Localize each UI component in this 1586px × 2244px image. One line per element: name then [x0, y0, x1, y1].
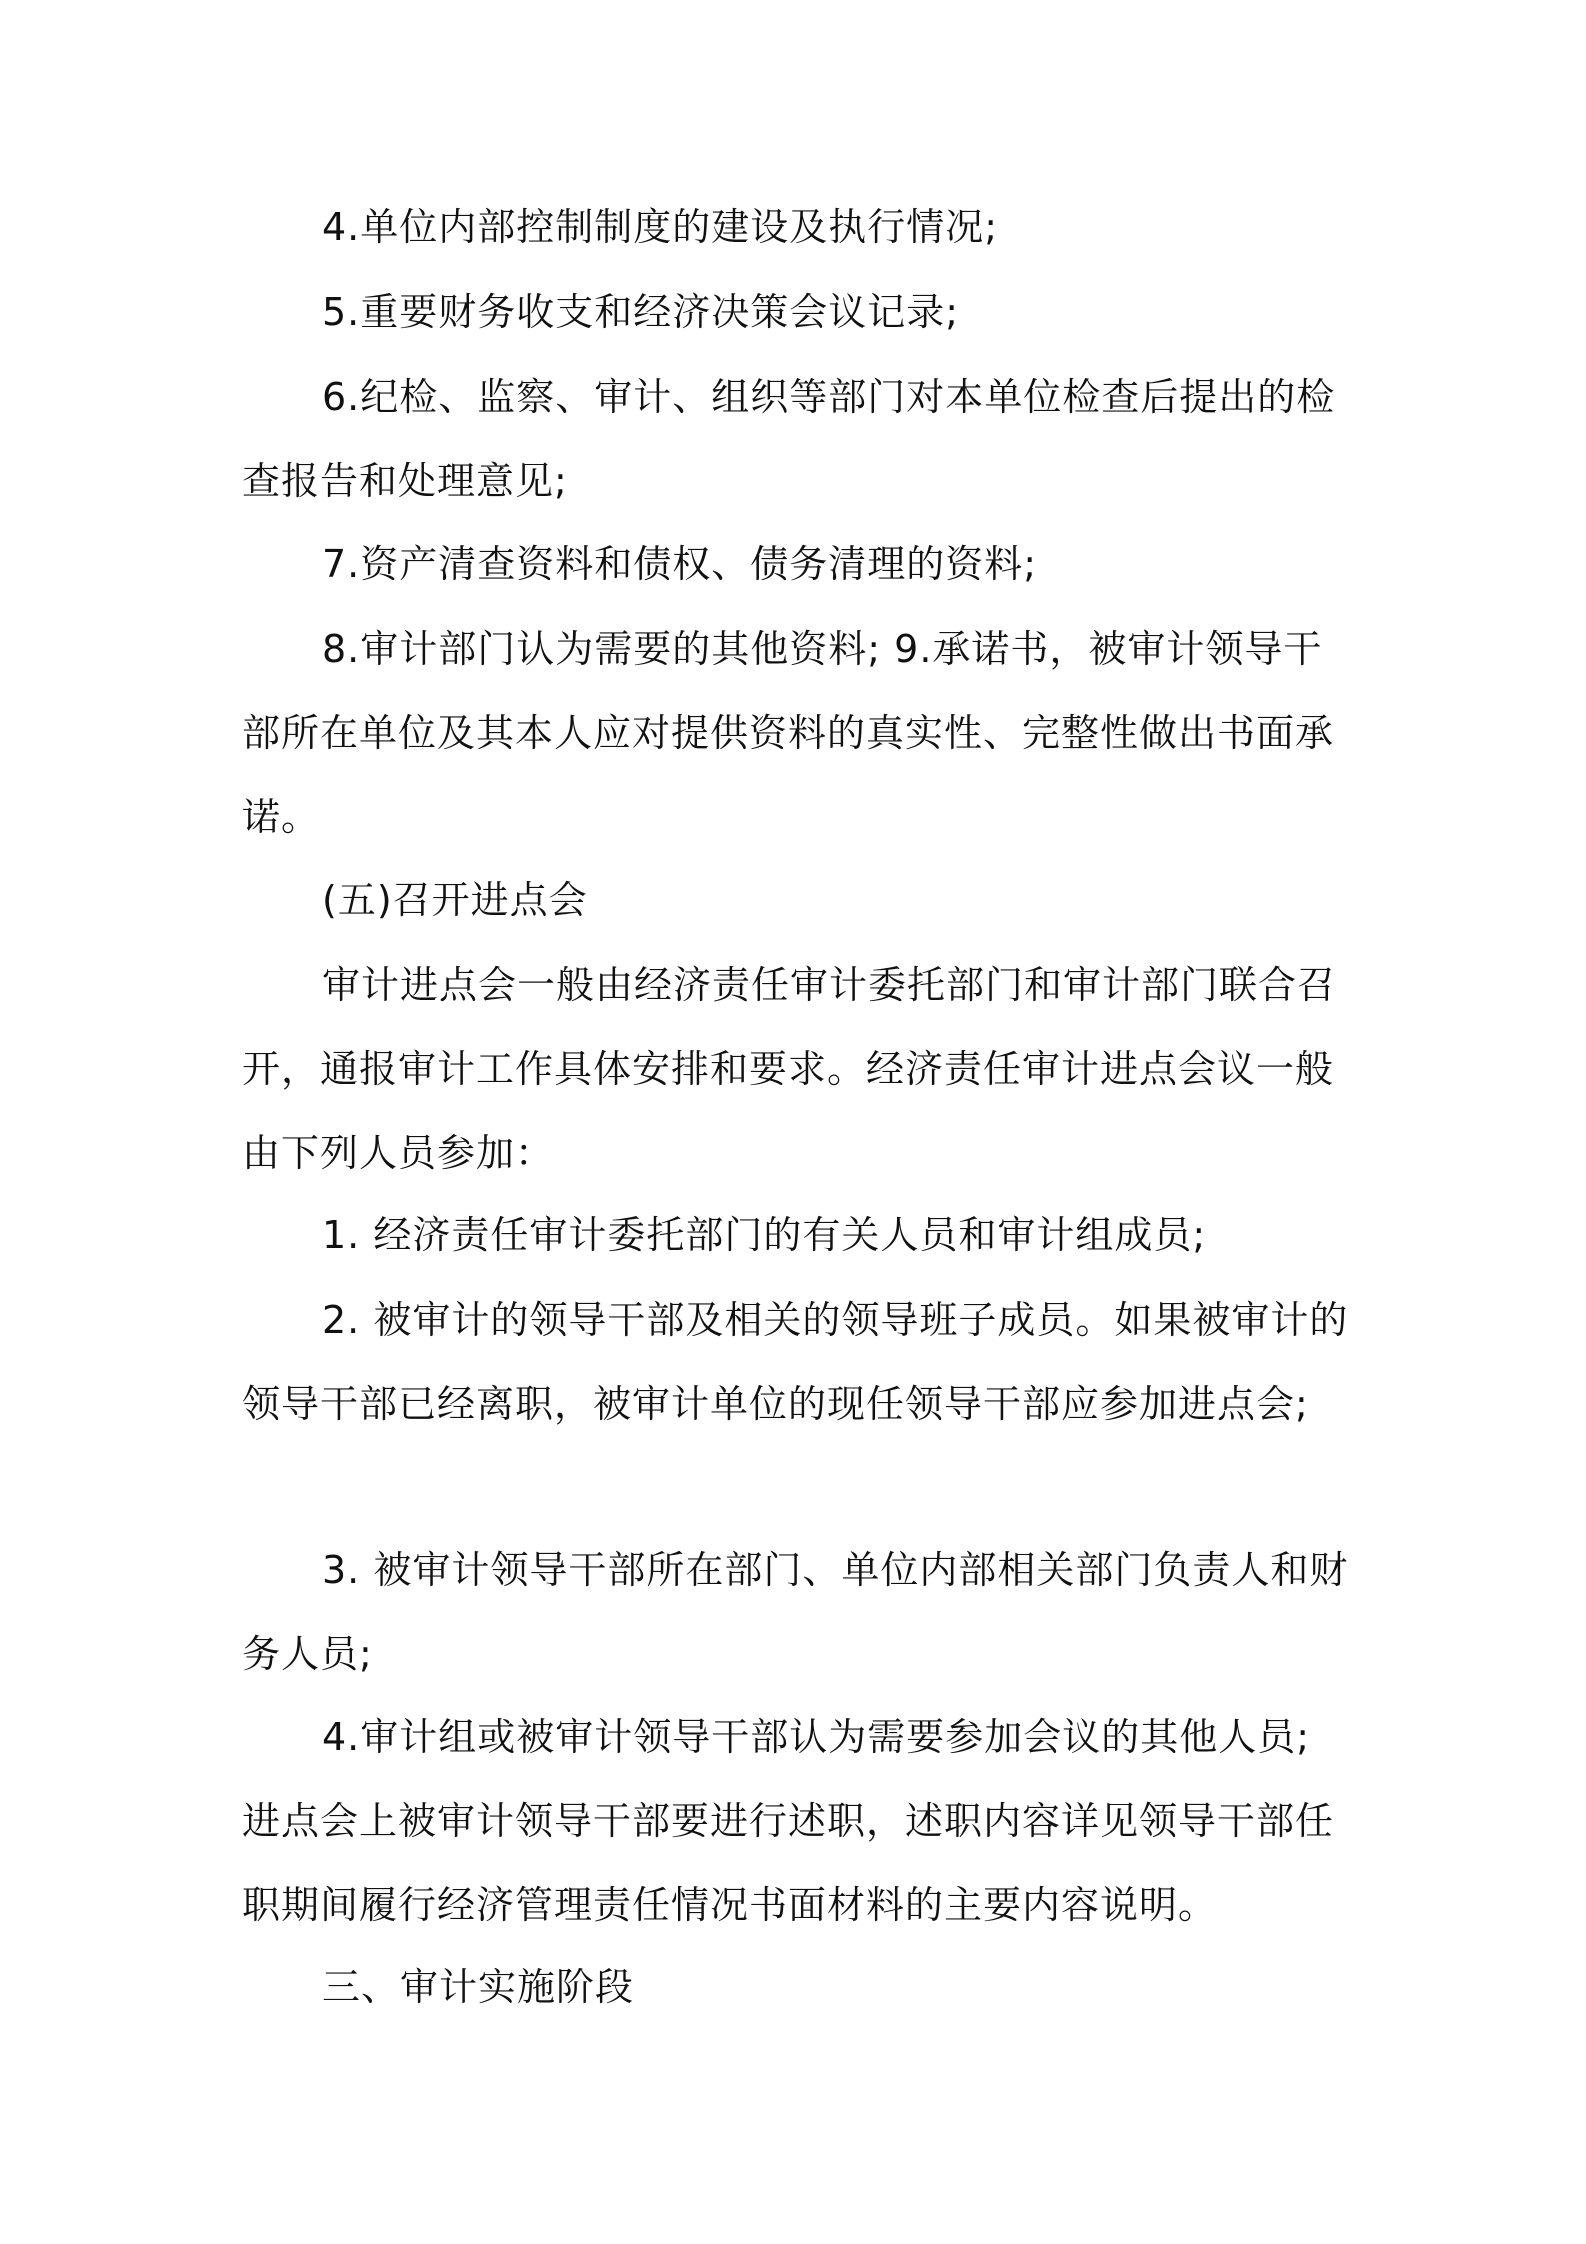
attendee-item-2: 2. 被审计的领导干部及相关的领导班子成员。如果被审计的领导干部已经离职，被审计单位的现任领导干部应参加进点会; — [242, 1298, 1349, 1426]
section-heading-meeting: (五)召开进点会 — [322, 878, 588, 922]
list-item-8-9: 8.审计部门认为需要的其他资料; 9.承诺书，被审计领导干部所在单位及其本人应对提供资料的真实性、完整性做出书面承诺。 — [242, 627, 1335, 839]
section-heading-implementation: 三、审计实施阶段 — [322, 1965, 635, 2009]
attendee-item-4: 4.审计组或被审计领导干部认为需要参加会议的其他人员; 进点会上被审计领导干部要进行述职，述职内容详见领导干部任职期间履行经济管理责任情况书面材料的主要内容说明。 — [242, 1715, 1335, 1927]
list-item-6: 6.纪检、监察、审计、组织等部门对本单位检查后提出的检查报告和处理意见; — [242, 375, 1336, 503]
attendee-item-3: 3. 被审计领导干部所在部门、单位内部相关部门负责人和财务人员; — [242, 1548, 1349, 1676]
attendee-item-1: 1. 经济责任审计委托部门的有关人员和审计组成员; — [322, 1213, 1207, 1257]
list-item-7: 7.资产清查资料和债权、债务清理的资料; — [322, 542, 1038, 586]
list-item-5: 5.重要财务收支和经济决策会议记录; — [322, 290, 960, 334]
list-item-4: 4.单位内部控制制度的建设及执行情况; — [322, 205, 999, 249]
meeting-intro-paragraph: 审计进点会一般由经济责任审计委托部门和审计部门联合召开，通报审计工作具体安排和要求。经济责任审计进点会议一般由下列人员参加： — [242, 963, 1337, 1175]
